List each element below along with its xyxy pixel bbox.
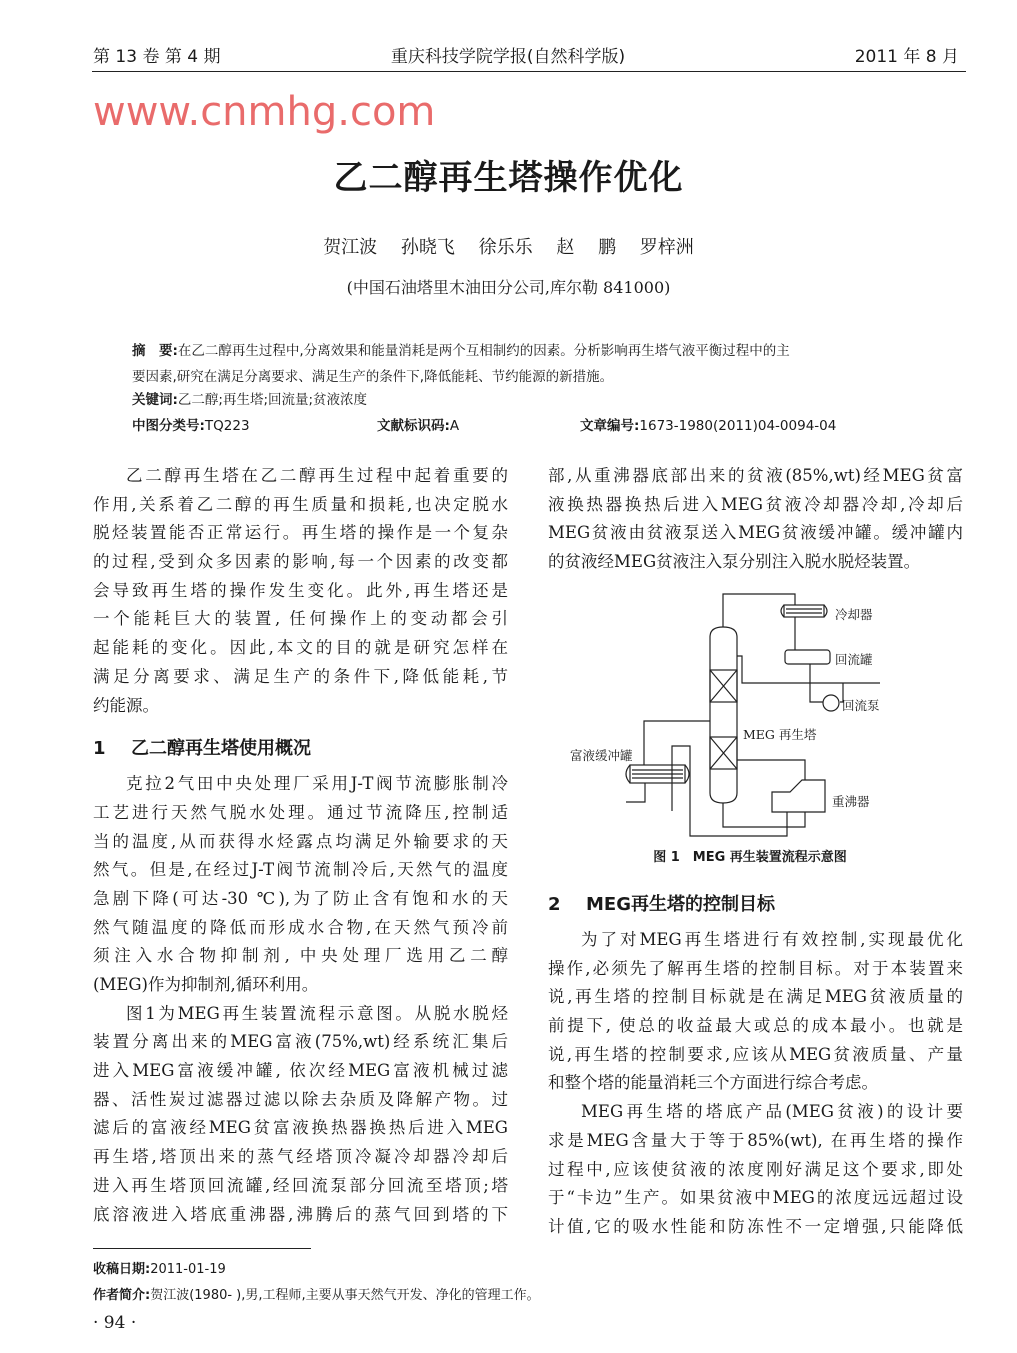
text-line: 满足分离要求、满足生产的条件下,降低能耗,节 [93, 666, 508, 686]
text-line: 工艺进行天然气脱水处理。通过节流降压,控制适 [93, 802, 508, 822]
text-line: (MEG)作为抑制剂,循环利用。 [93, 975, 319, 994]
text-line: 会导致再生塔的操作发生变化。此外,再生塔还是 [93, 580, 508, 600]
received-date [93, 1258, 226, 1277]
clc-value: TQ223 [204, 418, 250, 434]
text-line: 的贫液经MEG贫液注入泵分别注入脱水脱烃装置。 [548, 552, 921, 572]
text-line: 一个能耗巨大的装置, 任何操作上的变动都会引 [93, 609, 508, 629]
rich-feed-line [626, 721, 710, 802]
figure-1-meg-flow-diagram [540, 580, 960, 870]
section-title: 乙二醇再生塔使用概况 [131, 738, 311, 760]
document-code [377, 414, 459, 434]
article-label: 文章编号: [580, 418, 640, 434]
text-line: 当的温度,从而获得水烃露点均满足外输要求的天 [93, 831, 508, 851]
reflux-pump-shape [823, 695, 839, 711]
text-line: 进入再生塔顶回流罐,经回流泵部分回流至塔顶;塔 [93, 1175, 508, 1195]
abstract-line-1 [132, 339, 790, 359]
text-line: 作用,关系着乙二醇的再生质量和损耗,也决定脱水 [93, 494, 508, 514]
reflux-drum-shape [785, 650, 830, 664]
section-heading [93, 728, 508, 770]
journal-volume-issue: 第 13 卷 第 4 期 [93, 47, 221, 67]
keywords-text: 乙二醇;再生塔;回流量;贫液浓度 [177, 392, 368, 408]
text-line: 为了对MEG再生塔进行有效控制,实现最优化 [581, 930, 963, 949]
label-rich-buffer: 富液缓冲罐 [570, 748, 633, 763]
figure-caption: 图 1 MEG 再生装置流程示意图 [653, 850, 847, 865]
left-column [93, 462, 508, 1229]
text-line: 须注入水合物抑制剂, 中央处理厂选用乙二醇 [93, 946, 508, 966]
author-bio [93, 1284, 540, 1303]
received-value: 2011-01-19 [150, 1262, 226, 1277]
right-column-bottom [548, 876, 963, 1242]
author-bio-text: 贺江波(1980- ),男,工程师,主要从事天然气开发、净化的管理工作。 [150, 1288, 540, 1303]
text-line: 前提下, 使总的收益最大或总的成本最小。也就是 [548, 1016, 963, 1036]
watermark: www.cnmhg.com [93, 89, 436, 135]
clc-number [132, 414, 250, 434]
text-line: 急剧下降(可达-30 ℃),为了防止含有饱和水的天 [93, 888, 508, 908]
text-line: 约能源。 [93, 695, 159, 715]
authors: 贺江波 孙晓飞 徐乐乐 赵 鹏 罗梓洲 [323, 237, 694, 258]
label-column: MEG 再生塔 [743, 727, 817, 742]
affiliation: (中国石油塔里木油田分公司,库尔勒 841000) [346, 278, 671, 297]
text-line: 液换热器换热后进入MEG贫液冷却器冷却,冷却后 [548, 494, 963, 514]
footnote-rule [93, 1248, 311, 1249]
paragraph [548, 462, 963, 577]
text-line: 滤后的富液经MEG贫富液换热器换热后进入MEG [93, 1118, 508, 1138]
text-line: 说,再生塔的控制要求,应该从MEG贫液质量、产量 [548, 1044, 963, 1064]
section-heading [548, 884, 963, 926]
text-line: 脱烃装置能否正常运行。再生塔的操作是一个复杂 [93, 523, 508, 543]
journal-name: 重庆科技学院学报(自然科学版) [390, 47, 626, 67]
text-line: 的过程,受到众多因素的影响,每一个因素的改变都 [93, 552, 508, 572]
abstract-label: 摘 要: [132, 343, 178, 359]
paragraph [93, 1000, 508, 1230]
regeneration-column-shape [710, 627, 737, 803]
text-line: 器、活性炭过滤器过滤以除去杂质及降解产物。过 [93, 1089, 508, 1109]
text-line: 装置分离出来的MEG富液(75%,wt)经系统汇集后 [93, 1032, 508, 1052]
doc-label: 文献标识码: [377, 418, 450, 434]
section-number: 2 [548, 894, 561, 915]
text-line: 起能耗的变化。因此,本文的目的就是研究怎样在 [93, 638, 508, 658]
label-reflux-pump: 回流泵 [842, 698, 880, 713]
label-cooler: 冷却器 [835, 607, 873, 622]
doc-value: A [449, 418, 460, 434]
right-column-top [548, 462, 963, 577]
text-line: 过程中,应该使贫液的浓度刚好满足这个要求,即处 [548, 1159, 963, 1179]
author-bio-label: 作者简介: [93, 1288, 151, 1303]
paper-title: 乙二醇再生塔操作优化 [333, 158, 684, 198]
text-line: 部,从重沸器底部出来的贫液(85%,wt)经MEG贫富 [548, 466, 963, 485]
text-line: 底溶液进入塔底重沸器,沸腾后的蒸气回到塔的下 [93, 1204, 508, 1224]
text-line: MEG再生塔的塔底产品(MEG贫液)的设计要 [581, 1102, 963, 1122]
header-rule [92, 71, 966, 72]
section-number: 1 [93, 738, 106, 760]
clc-label: 中图分类号: [132, 418, 205, 434]
reboiler-shape [772, 780, 825, 812]
text-line: MEG贫液由贫液泵送入MEG贫液缓冲罐。缓冲罐内 [548, 523, 963, 543]
article-value: 1673-1980(2011)04-0094-04 [639, 418, 837, 434]
paragraph [548, 1098, 963, 1241]
text-line: 然气随温度的降低而形成水合物,在天然气预冷前 [93, 917, 508, 937]
text-line: 和整个塔的能量消耗三个方面进行综合考虑。 [548, 1073, 878, 1093]
rich-buffer-exchanger-shape [626, 765, 689, 783]
abstract-line-2: 要因素,研究在满足分离要求、满足生产的条件下,降低能耗、节约能源的新措施。 [132, 369, 614, 385]
article-number [580, 414, 836, 434]
text-line: 乙二醇再生塔在乙二醇再生过程中起着重要的 [126, 466, 508, 485]
paragraph [93, 462, 508, 720]
label-reboiler: 重沸器 [832, 794, 870, 809]
text-line: 再生塔,塔顶出来的蒸气经塔顶冷凝冷却器冷却后 [93, 1147, 508, 1167]
section-title: MEG再生塔的控制目标 [586, 894, 775, 915]
text-line: 说,再生塔的控制目标就是在满足MEG贫液质量的 [548, 987, 963, 1007]
text-line: 求是MEG含量大于等于85%(wt), 在再生塔的操作 [548, 1130, 963, 1150]
paragraph [93, 770, 508, 1000]
received-label: 收稿日期: [93, 1262, 151, 1277]
page-number: · 94 · [93, 1313, 137, 1333]
text-line: 克拉2气田中央处理厂采用J-T阀节流膨胀制冷 [126, 774, 508, 794]
paragraph [548, 926, 963, 1098]
text-line: 图1为MEG再生装置流程示意图。从脱水脱烃 [126, 1003, 508, 1023]
cooler-shape [781, 605, 827, 617]
text-line: 计值,它的吸水性能和防冻性不一定增强,只能降低 [548, 1216, 963, 1236]
text-line: 然气。但是,在经过J-T阀节流制冷后,天然气的温度 [93, 860, 508, 880]
label-reflux-drum: 回流罐 [835, 652, 873, 667]
keywords-label: 关键词: [132, 392, 178, 408]
text-line: 于“卡边”生产。如果贫液中MEG的浓度远远超过设 [548, 1188, 963, 1208]
keywords [132, 388, 367, 408]
text-line: 进入MEG富液缓冲罐, 依次经MEG富液机械过滤 [93, 1061, 508, 1081]
journal-date: 2011 年 8 月 [854, 47, 959, 67]
abstract-text: 在乙二醇再生过程中,分离效果和能量消耗是两个互相制约的因素。分析影响再生塔气液平衡过程中的主 [177, 343, 790, 359]
text-line: 操作,必须先了解再生塔的控制目标。对于本装置来 [548, 958, 963, 978]
reboiler-lines [723, 760, 805, 827]
